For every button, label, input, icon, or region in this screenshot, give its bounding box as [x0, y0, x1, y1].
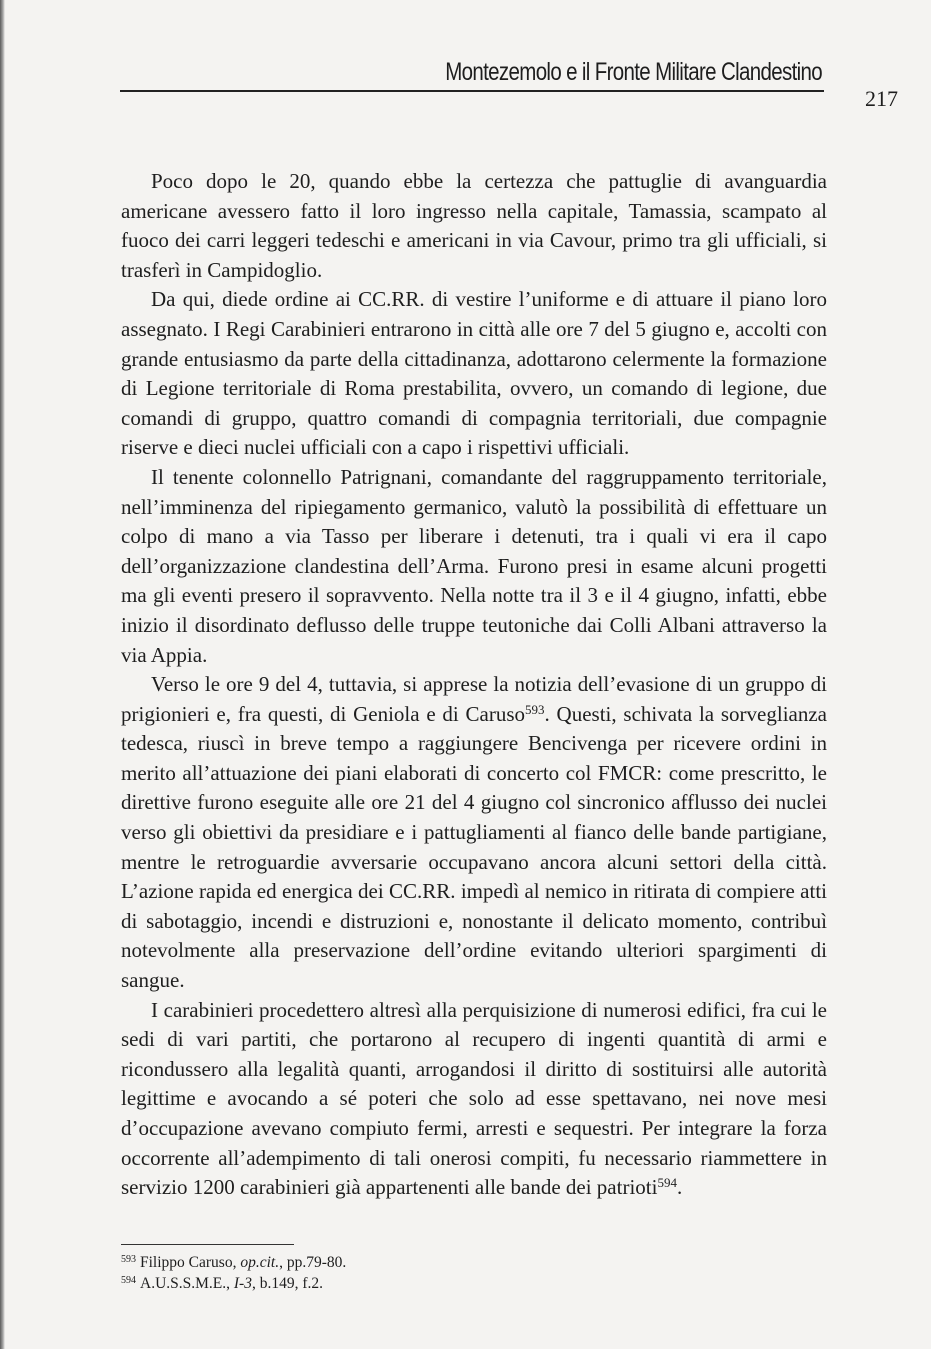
- footnote-text: Filippo Caruso,: [140, 1254, 241, 1271]
- footnote-ref-594[interactable]: 594: [657, 1175, 677, 1191]
- footnote-number: 593: [121, 1254, 136, 1265]
- footnotes: [121, 1252, 827, 1294]
- paragraph-5-text-b: .: [676, 1175, 683, 1200]
- footnote-594: [121, 1273, 827, 1294]
- paragraph-4: [121, 670, 827, 996]
- footnote-italic: op.cit.: [240, 1254, 280, 1271]
- footnote-number: 594: [121, 1275, 136, 1286]
- paragraph-4-text-b: . Questi, schivata la sorveglianza tedesca, riuscì in breve tempo a raggiungere Bencivenga per ricevere ordini in merito all’attuazione dei piani elaborati di concerto col FMCR: come prescritto, le direttive furono eseguite alle ore 21 del 4 giugno col sincronico afflusso dei nuclei verso gli obiettivi da presidiare e i pattugliamenti al fianco delle bande partigiane, mentre le retroguardie avversarie occupavano ancora alcuni settori della città. L’azione rapida ed energica dei CC.RR. impedì al nemico in ritirata di compiere atti di sabotaggio, incendi e distruzioni e, nonostante il delicato momento, contribuì notevolmente alla preservazione dell’ordine evitando ulteriori spargimenti di sangue.: [121, 701, 827, 993]
- paragraph-5-text-a: I carabinieri procedettero altresì alla perquisizione di numerosi edifici, fra cui le sedi di vari partiti, che portarono al recupero di ingenti quantità di armi e ricondussero alla legalità quanti, arrogandosi il diritto di sostituirsi alle autorità legittime e avocando a sé poteri che solo ad esse spettavano, nei nove mesi d’occupazione avevano compiuto fermi, arresti e sequestri. Per integrare la forza occorrente all’adempimento di tali onerosi compiti, fu necessario riammettere in servizio 1200 carabinieri già appartenenti alle bande dei patrioti: [121, 997, 827, 1200]
- paragraph-2: Da qui, diede ordine ai CC.RR. di vestire l’uniforme e di attuare il piano loro assegnato. I Regi Carabinieri entrarono in città alle ore 7 del 5 giugno e, accolti con grande entusiasmo da parte della cittadinanza, adottarono celermente la formazione di Legione territoriale di Roma prestabilita, ovvero, un comando di legione, due comandi di gruppo, quattro comandi di compagnia territoriali, due compagnie riserve e dieci nuclei ufficiali con a capo i rispettivi ufficiali.: [121, 287, 827, 460]
- paragraph-5: [121, 996, 827, 1203]
- footnote-text: , pp.79-80.: [279, 1254, 347, 1271]
- binding-edge: [0, 0, 5, 1349]
- paragraph-3: Il tenente colonnello Patrignani, comandante del raggruppamento territoriale, nell’imminenza del ripiegamento germanico, valutò la possibilità di effettuare un colpo di mano a via Tasso per liberare i detenuti, tra i quali vi era il capo dell’organizzazione clandestina dell’Arma. Furono presi in esame alcuni progetti ma gli eventi presero il sopravvento. Nella notte tra il 3 e il 4 giugno, infatti, ebbe inizio il disordinato deflusso delle truppe teutoniche dai Colli Albani attraverso la via Appia.: [121, 464, 827, 667]
- running-title: Montezemolo e il Fronte Militare Clandestino: [445, 58, 822, 86]
- body-text: [121, 167, 827, 1203]
- footnote-593: [121, 1252, 827, 1273]
- footnote-text: , b.149, f.2.: [251, 1275, 324, 1292]
- footnote-ref-593[interactable]: 593: [525, 701, 545, 717]
- footnote-rule: [121, 1244, 294, 1245]
- footnote-italic: I-3: [233, 1275, 252, 1292]
- paragraph-4-text-a: Verso le ore 9 del 4, tuttavia, si apprese la notizia dell’evasione di un gruppo di prigionieri e, fra questi, di Geniola e di Caruso: [121, 672, 827, 726]
- paragraph-1: Poco dopo le 20, quando ebbe la certezza che pattuglie di avanguardia americane avessero fatto il loro ingresso nella capitale, Tamassia, scampato al fuoco dei carri leggeri tedeschi e americani in via Cavour, primo tra gli ufficiali, si trasferì in Campidoglio.: [121, 169, 827, 282]
- header-rule: [120, 90, 824, 92]
- page-number: 217: [865, 86, 898, 111]
- footnote-text: A.U.S.S.M.E.,: [140, 1275, 234, 1292]
